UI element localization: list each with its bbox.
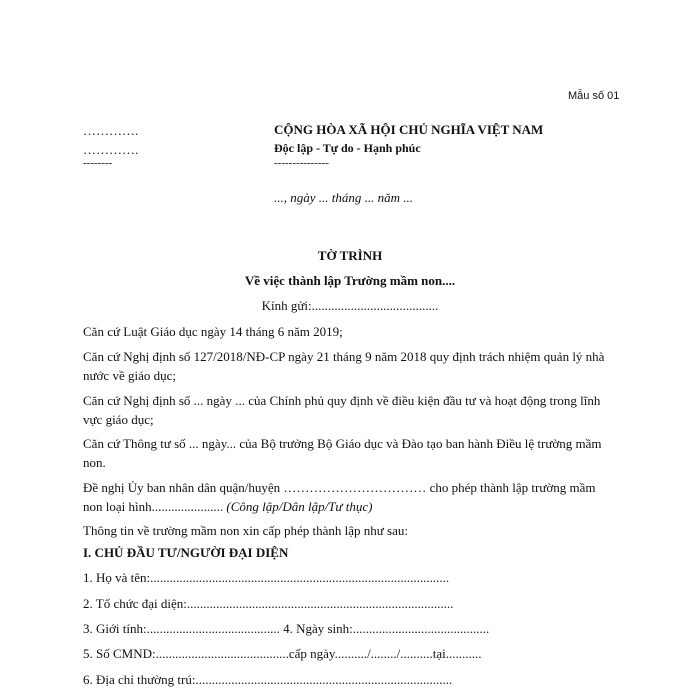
- document-number-placeholder: ………….: [83, 142, 139, 157]
- legal-basis-3: Căn cứ Nghị định số ... ngày ... của Chính phủ quy định về điều kiện đầu tư và hoạt động trong lĩnh vực giáo dục;: [83, 393, 601, 427]
- legal-basis-1: Căn cứ Luật Giáo dục ngày 14 tháng 6 năm 2019;: [83, 324, 343, 339]
- date-line: ..., ngày ... tháng ... năm ...: [274, 190, 414, 205]
- proposal-text: Đề nghị Ủy ban nhân dân quận/huyện …………………………… cho phép thành lập trường mầm non loại hình......................: [83, 480, 596, 514]
- legal-basis-4: Căn cứ Thông tư số ... ngày... của Bộ trưởng Bộ Giáo dục và Đào tạo ban hành Điều lệ trường mầm non.: [83, 436, 602, 470]
- field-permanent-address: 6. Địa chỉ thường trú:...............................................................................: [83, 672, 453, 687]
- motto-rule: ---------------: [274, 157, 329, 169]
- field-id-card: 5. Số CMND:.........................................cấp ngày........../......../..........tại...........: [83, 646, 482, 661]
- field-full-name: 1. Họ và tên:............................................................................................: [83, 570, 450, 585]
- form-code: Mẫu số 01: [568, 90, 620, 102]
- left-rule: --------: [83, 157, 113, 169]
- field-organization: 2. Tổ chức đại diện:..................................................................................: [83, 596, 454, 611]
- agency-name-placeholder: ………….: [83, 123, 139, 138]
- proposal-type-note: (Công lập/Dân lập/Tư thục): [226, 499, 373, 514]
- field-gender-birthdate: 3. Giới tính:......................................... 4. Ngày sinh:..........................................: [83, 621, 490, 636]
- section-heading-investor: I. CHỦ ĐẦU TƯ/NGƯỜI ĐẠI DIỆN: [83, 545, 289, 560]
- document-title: TỜ TRÌNH: [317, 248, 383, 263]
- proposal-paragraph: [83, 478, 608, 516]
- document-subject: Về việc thành lập Trường mầm non....: [244, 273, 456, 288]
- legal-basis-2: Căn cứ Nghị định số 127/2018/NĐ-CP ngày 21 tháng 9 năm 2018 quy định trách nhiệm quản lý nhà nước về giáo dục;: [83, 349, 605, 383]
- info-intro: Thông tin về trường mầm non xin cấp phép thành lập như sau:: [83, 523, 408, 538]
- national-title: CỘNG HÒA XÃ HỘI CHỦ NGHĨA VIỆT NAM: [274, 122, 544, 137]
- motto: Độc lập - Tự do - Hạnh phúc: [274, 141, 421, 155]
- recipient-line: Kính gửi:.......................................: [261, 298, 439, 313]
